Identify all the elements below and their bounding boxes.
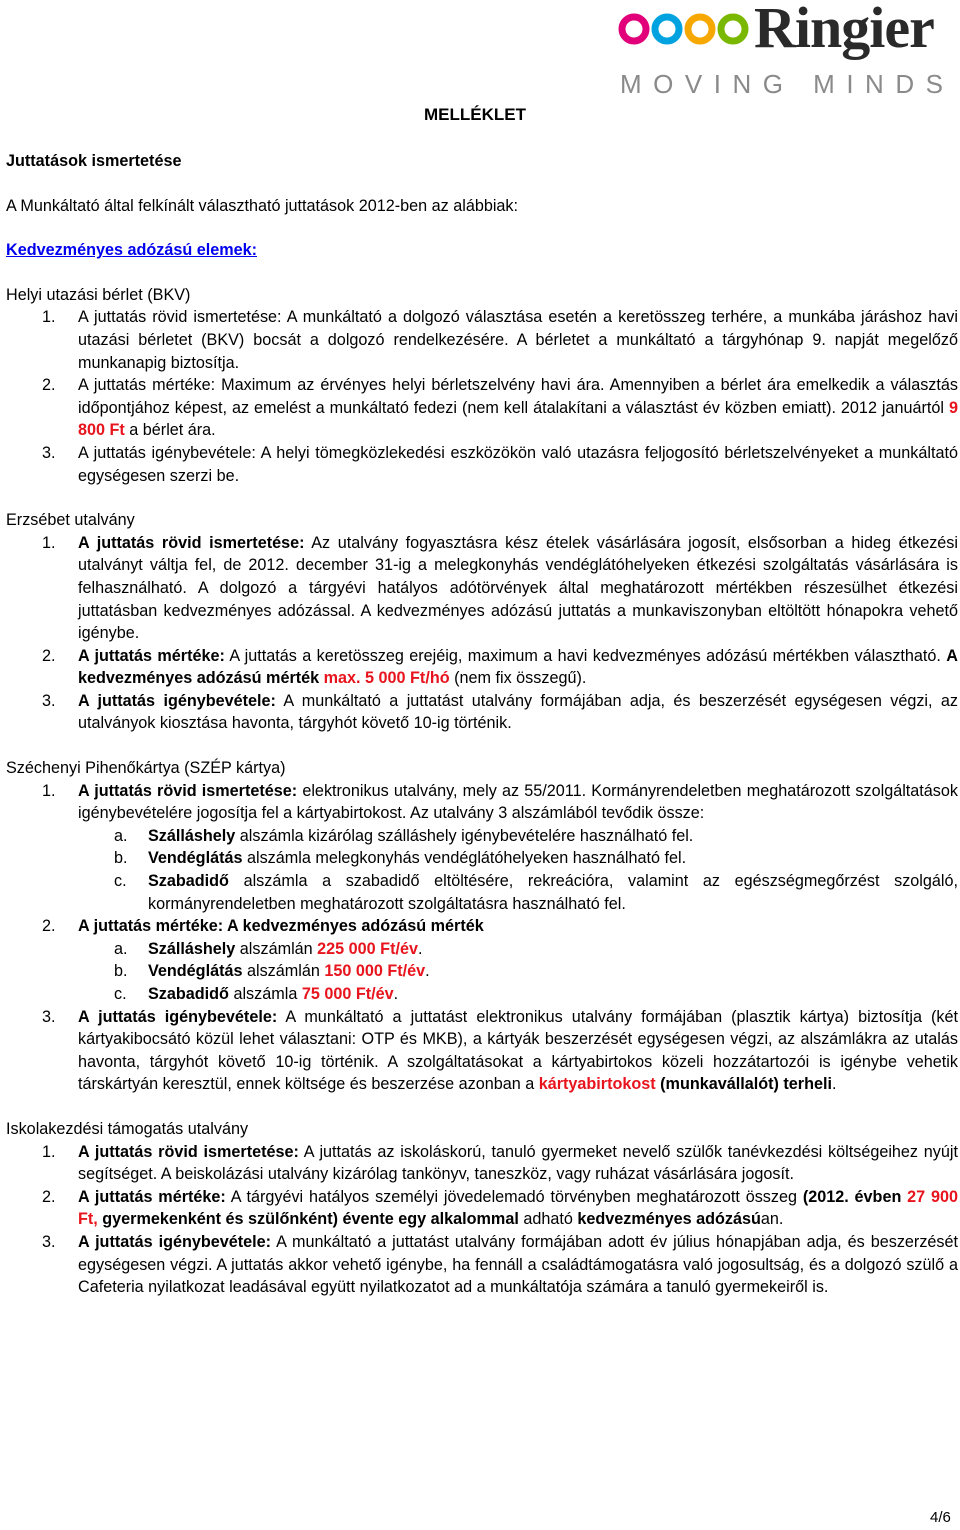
sub-end: . xyxy=(393,985,399,1003)
item-bold-text: gyermekenként és szülőnként) évente egy alkalommal xyxy=(97,1210,519,1229)
bkv-item-3 xyxy=(6,442,958,487)
szep-item-2 xyxy=(6,915,958,938)
logo-ring-orange xyxy=(688,17,712,41)
sub-end: . xyxy=(417,939,423,958)
intro-text: A Munkáltató által felkínált választható juttatások 2012-ben az alábbiak: xyxy=(6,196,519,215)
sub-amount: 75 000 Ft/év xyxy=(301,985,394,1003)
szep-amount-a xyxy=(6,938,958,961)
item-red-text: kártyabirtokost xyxy=(538,1075,656,1094)
item-bold-text: kedvezményes adózású xyxy=(577,1210,761,1229)
item-number: 1. xyxy=(42,781,56,800)
sub-text: alszámlán xyxy=(242,962,325,981)
ringier-logo xyxy=(618,0,958,104)
sub-label: Vendéglátás xyxy=(148,962,243,981)
sub-letter: c. xyxy=(114,872,127,891)
item-text: elektronikus utalvány, mely az 55/2011. Kormányrendeletben meghatározott szolgáltatások igénybevételére jogosítja fel a kártyabirtokost. Az utalvány 3 alszámlából tevődik össze: xyxy=(78,781,958,823)
sub-text: alszámla a szabadidő eltöltésére, rekreációra, valamint az egészségmegőrzést szolgáló, kormányrendeletben meghatározott szolgáltatásra használható fel. xyxy=(148,872,958,913)
item-label: A juttatás igénybevétele: xyxy=(78,1232,272,1251)
item-text: adható xyxy=(518,1210,578,1229)
item-bold-text: (munkavállalót) terheli xyxy=(655,1075,832,1094)
logo-tagline: MOVING MINDS xyxy=(620,69,955,99)
iskola-title: Iskolakezdési támogatás utalvány xyxy=(6,1119,249,1138)
sub-label: Vendéglátás xyxy=(148,849,243,868)
item-number: 3. xyxy=(42,691,56,710)
item-text: a bérlet ára. xyxy=(124,421,216,440)
iskola-amount: 27 900 Ft, xyxy=(78,1187,959,1229)
bkv-amount: 9 800 Ft xyxy=(78,398,958,440)
erzsebet-max-amount: max. 5 000 Ft/hó xyxy=(323,669,450,688)
szep-subaccount-a xyxy=(6,825,958,848)
sub-text: alszámla xyxy=(228,985,302,1003)
item-number: 1. xyxy=(42,533,56,552)
logo-ring-green xyxy=(721,17,745,41)
item-end: an. xyxy=(760,1210,784,1229)
szep-subaccount-c xyxy=(6,870,958,915)
iskola-item-1 xyxy=(6,1141,958,1186)
item-number: 2. xyxy=(42,1187,56,1206)
item-text: A juttatás rövid ismertetése: A munkáltató a dolgozó választása esetén a keretösszeg terhére, a munkába járáshoz havi utazási bérletet (BKV) bocsát a dolgozó rendelkezésére. A bérletet a munkáltató a tárgyhónap 9. napját megelőző munkanapig biztosítja. xyxy=(78,308,958,372)
logo-ring-magenta xyxy=(622,17,646,41)
item-label: A juttatás mértéke: xyxy=(78,1187,226,1206)
erzsebet-title: Erzsébet utalvány xyxy=(6,511,135,530)
item-label: A juttatás rövid ismertetése: xyxy=(78,781,298,800)
sub-text: alszámla kizárólag szálláshely igénybevételére használható fel. xyxy=(235,826,694,845)
item-label: A juttatás mértéke: A kedvezményes adózású mérték xyxy=(78,917,484,936)
sub-label: Szálláshely xyxy=(148,939,236,958)
szep-title: Széchenyi Pihenőkártya (SZÉP kártya) xyxy=(6,759,286,778)
item-bold-text: (2012. évben xyxy=(802,1187,908,1206)
item-label: A juttatás rövid ismertetése: xyxy=(78,533,305,552)
item-text: A juttatás a keretösszeg erejéig, maximum a havi kedvezményes adózású mértékben választható. xyxy=(224,646,947,665)
item-text: A munkáltató a juttatást utalvány formájában adott év július hónapjában adja, és beszerzését egységesen végzi. A juttatás akkor vehető igénybe, ha fennáll a családtámogatásra való jogosultság, és a dolgozó szülő a Cafeteria nyilatkozat leadásával együtt nyilatkozatot ad a munkáltatója számára a tanuló gyermekeiről is. xyxy=(78,1232,959,1297)
favored-elements-link[interactable]: Kedvezményes adózású elemek: xyxy=(6,241,258,260)
item-text: A munkáltató a juttatást elektronikus utalvány formájában (plasztik kártya) biztosítja (két kártyakibocsátó közül lehet választani: OTP és MKB), a kártyák beszerzését egységesen végzi, az alszámlákra az utalás havonta, tárgyhót követő 10-ig történik. A szolgáltatásokat a kártyabirtokos közeli hozzátartozói is igénybe vehetik társkártyán keresztül, ennek költsége és beszerzése azonban a xyxy=(78,1007,958,1094)
sub-letter: a. xyxy=(114,826,128,845)
item-number: 2. xyxy=(42,376,56,395)
sub-letter: b. xyxy=(114,849,128,868)
item-text: A juttatás mértéke: Maximum az érvényes helyi bérletszelvény havi ára. Amennyiben a bérlet ára emelkedik a választás időpontjához képest, az emelést a munkáltató fedezi (nem kell átalakítani a választást év közben emiatt). 2012 januártól xyxy=(78,376,958,417)
szep-subaccount-b xyxy=(6,847,958,870)
sub-letter: b. xyxy=(114,962,128,981)
item-label: A juttatás mértéke: xyxy=(78,646,225,665)
item-number: 1. xyxy=(42,1142,56,1161)
page-number: 4/6 xyxy=(930,1509,951,1526)
item-text: A juttatás igénybevétele: A helyi tömegközlekedési eszközökön való utazásra feljogosító bérletszelvényeket a munkáltató egységesen szerzi be. xyxy=(78,443,958,485)
iskola-item-3 xyxy=(6,1231,958,1299)
bkv-item-2 xyxy=(6,374,958,442)
item-number: 2. xyxy=(42,646,56,665)
erzsebet-item-2 xyxy=(6,645,958,690)
sub-label: Szálláshely xyxy=(148,826,236,845)
bkv-title: Helyi utazási bérlet (BKV) xyxy=(6,285,191,304)
item-text: A juttatás az iskoláskorú, tanuló gyermeket nevelő szülők tanévkezdési költségeihez nyújt segítséget. A beiskolázási utalvány kizárólag tankönyv, taneszköz, vagy ruházat vásárlására jogosít. xyxy=(78,1142,958,1184)
section-title: Juttatások ismertetése xyxy=(6,152,182,170)
item-end: . xyxy=(831,1075,837,1094)
annex-title: MELLÉKLET xyxy=(424,105,526,124)
sub-label: Szabadidő xyxy=(148,872,229,891)
item-label: A juttatás igénybevétele: xyxy=(78,1007,278,1026)
item-number: 3. xyxy=(42,1007,56,1026)
item-number: 3. xyxy=(42,443,56,462)
item-bold-text: A kedvezményes adózású mérték xyxy=(78,646,958,688)
sub-letter: a. xyxy=(114,939,128,958)
szep-item-1 xyxy=(6,780,958,825)
item-text: A tárgyévi hatályos személyi jövedelemadó törvényben meghatározott összeg xyxy=(225,1187,803,1206)
sub-amount: 150 000 Ft/év xyxy=(324,962,426,981)
erzsebet-item-1 xyxy=(6,532,958,645)
szep-amount-b xyxy=(6,960,958,983)
item-number: 1. xyxy=(42,308,56,327)
erzsebet-item-3 xyxy=(6,690,958,735)
logo-rings-icon xyxy=(618,12,758,46)
sub-amount: 225 000 Ft/év xyxy=(317,939,418,958)
sub-text: alszámlán xyxy=(235,939,318,958)
sub-end: . xyxy=(425,962,430,981)
item-text: (nem fix összegű). xyxy=(449,669,587,688)
bkv-item-1 xyxy=(6,306,958,374)
szep-amount-c xyxy=(6,983,958,1006)
iskola-item-2 xyxy=(6,1186,958,1231)
sub-text: alszámla melegkonyhás vendéglátóhelyeken használható fel. xyxy=(242,849,687,868)
item-text: Az utalvány fogyasztásra kész ételek vásárlására jogosít, elsősorban a hideg étkezési utalványt váltja fel, de 2012. december 31-ig a melegkonyhás vendéglátóhelyeken étkezési szolgáltatás vásárlására is felhasználható. A dolgozó a tárgyévi hatályos adótörvények által meghatározott mértékben részesülhet étkezési juttatásban kedvezményes adózással. A kedvezményes adózású juttatás a munkaviszonyban eltöltött hónapokra vehető igénybe. xyxy=(78,533,958,643)
item-text: A munkáltató a juttatást utalvány formájában adja, és beszerzését egységesen végzi, az utalványok kiosztása havonta, tárgyhót követő 10-ig történik. xyxy=(78,691,959,733)
szep-item-3 xyxy=(6,1006,958,1096)
logo-wordmark: Ringier xyxy=(754,0,934,60)
item-number: 2. xyxy=(42,917,56,936)
item-number: 3. xyxy=(42,1232,56,1251)
item-label: A juttatás rövid ismertetése: xyxy=(78,1142,299,1161)
sub-label: Szabadidő xyxy=(148,985,229,1003)
logo-ring-blue xyxy=(655,17,679,41)
item-label: A juttatás igénybevétele: xyxy=(78,691,276,710)
sub-letter: c. xyxy=(114,985,127,1003)
document-body xyxy=(6,150,958,1299)
